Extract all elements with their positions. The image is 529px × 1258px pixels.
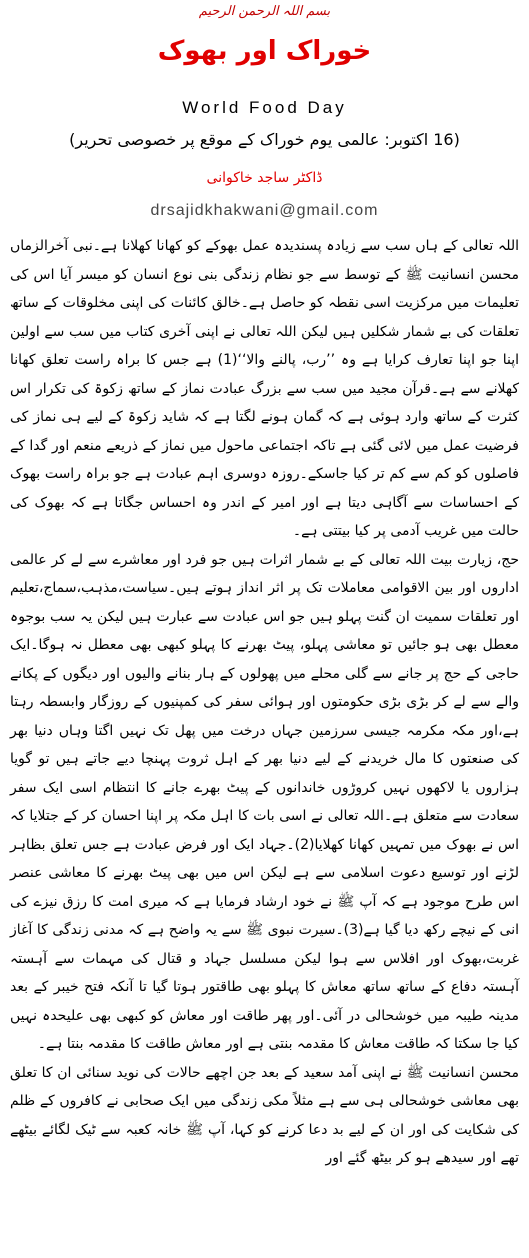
paragraph-2: حج، زیارت بیت اللہ تعالی کے بے شمار اثرات ہیں جو فرد اور معاشرے سے لے کر عالمی اداروں اور بین الاقوامی معاملات تک پر اثر انداز ہوتے ہیں۔سیاست،مذہب،سماج،تعلیم اور تعلقات سمیت ان گنت پہلو ہیں جو اس عبادت سے عبارت ہیں لیکن یہ سب بوجوہ معطل بھی ہو جائیں تو معاشی پہلو، پیٹ بھرنے کا پہلو کبھی بھی معطل نہ ہوگا۔ایک حاجی کے حج پر جانے سے گلی محلے میں پھولوں کے ہار بنانے والیوں اور دیگوں کے پکانے والے سے لے کر بڑی بڑی حکومتوں اور ہوائی سفر کی کمپنیوں کے روزگار وابسطہ رہتا ہے،اور مکہ مکرمہ جیسی سرزمین جہاں درخت میں پھل تک نہیں اگتا وہاں دنیا بھر کی صنعتوں کا مال خریدنے کے لیے دنیا بھر کے اہل ثروت پہنچا دیے جاتے ہیں تو گویا ہزاروں یا لاکھوں نہیں کروڑوں خاندانوں کے پیٹ بھرے جانے کا انتظام اسی ایک سفر سعادت سے متعلق ہے۔اللہ تعالی نے اسی بات کا اہل مکہ پر اپنا احسان کر کے جتلایا کہ اس نے بھوک میں تمہیں کھانا کھلایا(2)۔جہاد ایک اور فرض عبادت ہے جس تعلق بظاہر لڑنے اور توسیع دعوت اسلامی سے ہے لیکن اس میں بھی پیٹ بھرنے کا معاشی عنصر اس طرح موجود ہے کہ آپ ﷺ نے خود ارشاد فرمایا ہے کہ میری امت کا رزق نیزے کی انی کے نیچے رکھ دیا گیا ہے(3)۔سیرت نبوی ﷺ سے یہ واضح ہے کہ مدنی زندگی کا آغاز غربت،بھوک اور افلاس سے ہوا لیکن مسلسل جہاد و قتال کی مہمات سے آہستہ آہستہ دفاع کے ساتھ ساتھ معاش کا پہلو بھی طاقتور ہوتا گیا تا آنکہ فتح خیبر کے بعد مدینہ طیبہ میں خوشحالی در آئی۔اور پھر طاقت اور معاش کو کبھی بھی علیحدہ نہیں کیا جا سکتا کہ طاقت معاش کا مقدمہ بنتی ہے اور معاش طاقت کا مقدمہ بنتا ہے۔ bbox=[10, 551, 520, 1052]
article-title: خوراک اور بھوک bbox=[157, 36, 372, 66]
english-title: World Food Day bbox=[182, 98, 347, 117]
article-body bbox=[10, 232, 519, 1173]
paragraph-1: اللہ تعالی کے ہاں سب سے زیادہ پسندیدہ عمل بھوکے کو کھانا کھلانا ہے۔نبی آخرالزماں محسن انسانیت ﷺ کے توسط سے جو نظام زندگی بنی نوع انسان کو میسر آیا اس کی تعلیمات میں مرکزیت اسی نقطہ کو حاصل ہے۔خالق کائنات کی اپنی مخلوقات کے ساتھ تعلقات کی بے شمار شکلیں ہیں لیکن اللہ تعالی نے اپنی آخری کتاب میں سب سے اولین اپنا جو اپنا تعارف کرایا ہے وہ ’’رب، پالنے والا‘‘(1) ہے جس کا براہ راست تعلق کھانا کھلانے سے ہے۔قرآن مجید میں سب سے بزرگ عبادت نماز کے ساتھ زکوۃ کی تکرار اس کثرت کے ساتھ وارد ہوئی ہے کہ گمان ہونے لگتا ہے کہ شاید زکوۃ کے لیے ہی نماز کی فرضیت عمل میں لائی گئی ہے تاکہ اجتماعی ماحول میں نماز کے ذریعے منعم اور گدا کے فاصلوں کو کم سے کم تر کیا جاسکے۔روزہ دوسری اہم عبادت ہے جو براہ راست بھوک کے احساسات سے آگاہی دیتا ہے اور امیر کے اندر وہ احساس جگاتا ہے کہ بھوک کی حالت میں غریب آدمی پر کیا بیتتی ہے۔ bbox=[10, 238, 519, 539]
author-name: ڈاکٹر ساجد خاکوانی bbox=[206, 170, 323, 186]
paragraph-3: محسن انسانیت ﷺ نے اپنی آمد سعید کے بعد جن اچھے حالات کی نوید سنائی ان کا تعلق بھی معاشی خوشحالی ہی سے ہے مثلاً مکی زندگی میں ایک صحابی نے کافروں کے ظلم کی شکایت کی اور ان کے لیے بد دعا کرنے کو کہا، آپ ﷺ خانہ کعبہ سے ٹیک لگائے بیٹھے تھے اور سیدھے ہو کر بیٹھ گئے اور bbox=[10, 1064, 519, 1166]
article-subtitle: (16 اکتوبر: عالمی یوم خوراک کے موقع پر خصوصی تحریر) bbox=[69, 130, 460, 149]
bismillah-heading: بسم اللہ الرحمن الرحیم bbox=[198, 4, 331, 19]
author-email[interactable]: drsajidkhakwani@gmail.com bbox=[150, 202, 379, 219]
